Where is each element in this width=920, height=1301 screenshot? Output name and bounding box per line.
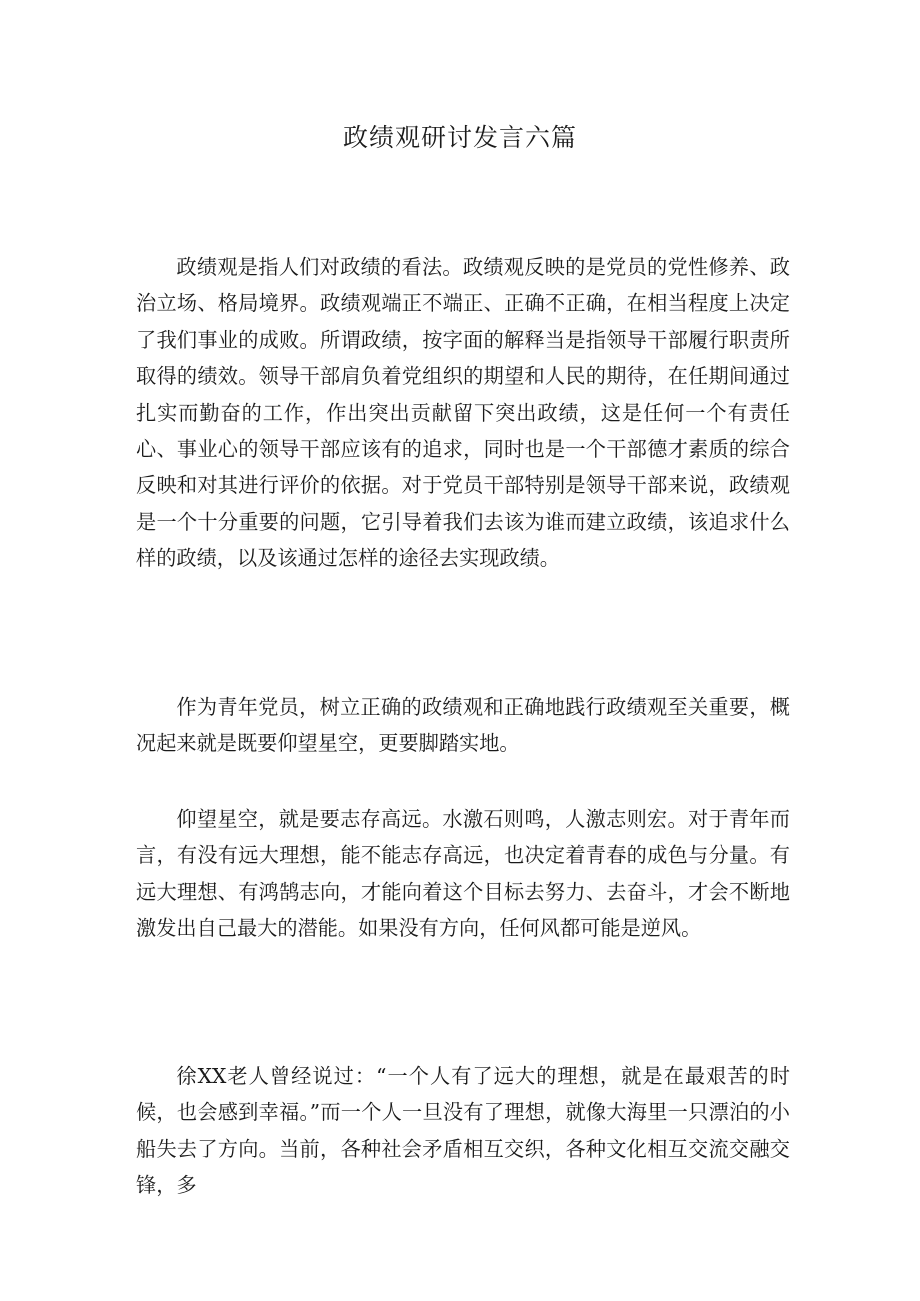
paragraph-4: 徐XX老人曾经说过：“一个人有了远大的理想，就是在最艰苦的时候，也会感到幸福。”而一个人一旦没有了理想，就像大海里一只漂泊的小船失去了方向。当前，各种社会矛盾相互交织，各种文化相互交流交融交锋，多	[136, 1064, 790, 1198]
paragraph-3: 仰望星空，就是要志存高远。水激石则鸣，人激志则宏。对于青年而言，有没有远大理想，能不能志存高远，也决定着青春的成色与分量。有远大理想、有鸿鹄志向，才能向着这个目标去努力、去奋斗，才会不断地激发出自己最大的潜能。如果没有方向，任何风都可能是逆风。	[136, 807, 790, 941]
page-title: 政绩观研讨发言六篇	[342, 123, 577, 152]
paragraph-1: 政绩观是指人们对政绩的看法。政绩观反映的是党员的党性修养、政治立场、格局境界。政绩观端正不端正、正确不正确，在相当程度上决定了我们事业的成败。所谓政绩，按字面的解释当是指领导干部履行职责所取得的绩效。领导干部肩负着党组织的期望和人民的期待，在任期间通过扎实而勤奋的工作，作出突出贡献留下突出政绩，这是任何一个有责任心、事业心的领导干部应该有的追求，同时也是一个干部德才素质的综合反映和对其进行评价的依据。对于党员干部特别是领导干部来说，政绩观是一个十分重要的问题，它引导着我们去该为谁而建立政绩，该追求什么样的政绩，以及该通过怎样的途径去实现政绩。	[136, 255, 790, 571]
paragraph-2: 作为青年党员，树立正确的政绩观和正确地践行政绩观至关重要，概况起来就是既要仰望星空，更要脚踏实地。	[136, 695, 790, 756]
